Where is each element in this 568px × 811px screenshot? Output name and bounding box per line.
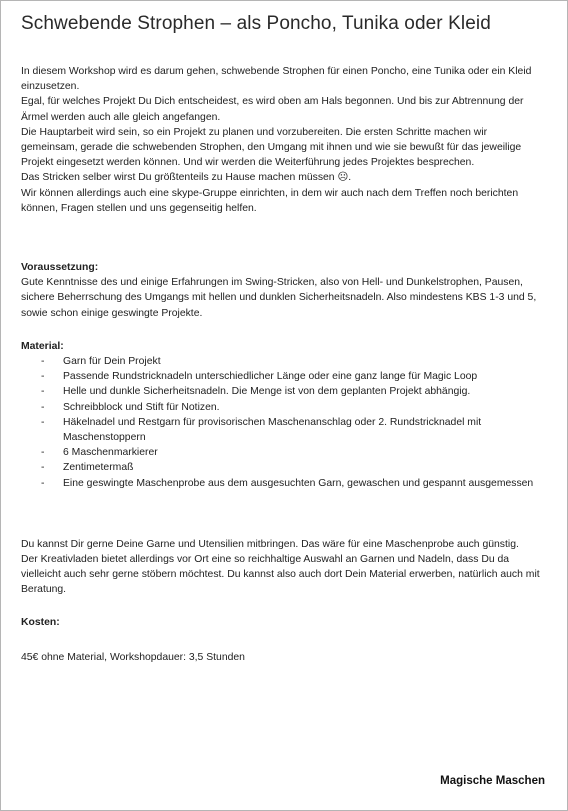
intro-paragraph: In diesem Workshop wird es darum gehen, schwebende Strophen für einen Poncho, eine Tunika oder ein Kleid einzusetzen. [21,66,532,93]
list-item [21,354,541,369]
list-item [21,460,541,475]
list-item [21,476,541,491]
list-item-text: 6 Maschenmarkierer [63,447,158,459]
document-title: Schwebende Strophen – als Poncho, Tunika oder Kleid [21,13,491,34]
intro-paragraph: Egal, für welches Projekt Du Dich entscheidest, es wird oben am Hals begonnen. Und bis zur Abtrennung der Ärmel werden auch alle gleich angefangen. [21,96,524,123]
list-item-text: Passende Rundstricknadeln unterschiedlicher Länge oder eine ganz lange für Magic Loop [63,371,478,383]
intro-section [21,64,541,216]
dash-bullet: - [41,462,45,474]
list-item [21,384,541,399]
dash-bullet: - [41,356,45,368]
closing-paragraph: Der Kreativladen bietet allerdings vor Ort eine so reichhaltige Auswahl an Garnen und Nadeln, dass Du da vielleicht auch sehr gerne stöbern möchtest. Du kannst also auch dort Dein Material erwerben, natürlich auch mit Beratung. [21,554,540,596]
list-item-text: Zentimetermaß [63,462,134,474]
intro-paragraph: Das Stricken selber wirst Du größtenteils zu Hause machen müssen ☹. [21,172,352,184]
kosten-text: 45€ ohne Material, Workshopdauer: 3,5 Stunden [21,651,245,663]
voraussetzung-heading: Voraussetzung: [21,262,99,274]
dash-bullet: - [41,416,45,428]
list-item [21,445,541,460]
dash-bullet: - [41,386,45,398]
list-item-text: Eine geswingte Maschenprobe aus dem ausgesuchten Garn, gewaschen und gespannt ausgemessen [63,477,534,489]
brand-signature: Magische Maschen [440,775,545,787]
list-item-text: Helle und dunkle Sicherheitsnadeln. Die Menge ist von dem geplanten Projekt abhängig. [63,386,471,398]
kosten-heading: Kosten: [21,616,60,628]
list-item [21,369,541,384]
dash-bullet: - [41,401,45,413]
material-heading: Material: [21,340,64,352]
intro-paragraph: Wir können allerdings auch eine skype-Gruppe einrichten, in dem wir auch nach dem Treffen noch berichten können, Fragen stellen und uns gegenseitig helfen. [21,187,519,214]
list-item [21,415,541,445]
dash-bullet: - [41,371,45,383]
voraussetzung-text: Gute Kenntnisse des und einige Erfahrungen im Swing-Stricken, also von Hell- und Dunkelstrophen, Pausen, sichere Beherrschung des Umgangs mit hellen und dunklen Sicherheitsnadeln. Also mindestens KBS 1-3 und 5, sowie schon einige geswingte Projekte. [21,277,537,319]
dash-bullet: - [41,447,45,459]
list-item [21,400,541,415]
list-item-text: Häkelnadel und Restgarn für provisorischen Maschenanschlag oder 2. Rundstricknadel mit Maschenstoppern [63,416,482,444]
closing-paragraph: Du kannst Dir gerne Deine Garne und Utensilien mitbringen. Das wäre für eine Maschenprobe auch günstig. [21,538,519,550]
document-body [21,64,541,665]
closing-section [21,537,541,598]
list-item-text: Schreibblock und Stift für Notizen. [63,401,220,413]
intro-paragraph: Die Hauptarbeit wird sein, so ein Projekt zu planen und vorzubereiten. Die ersten Schritte machen wir gemeinsam, gerade die schwebenden Strophen, den Umgang mit ihnen und wie sie bewußt für das jeweilige Projekt eingesetzt werden können. Und wir werden die Weiterführung jedes Projektes besprechen. [21,126,522,169]
dash-bullet: - [41,477,45,489]
list-item-text: Garn für Dein Projekt [63,356,161,368]
material-list [21,354,541,491]
